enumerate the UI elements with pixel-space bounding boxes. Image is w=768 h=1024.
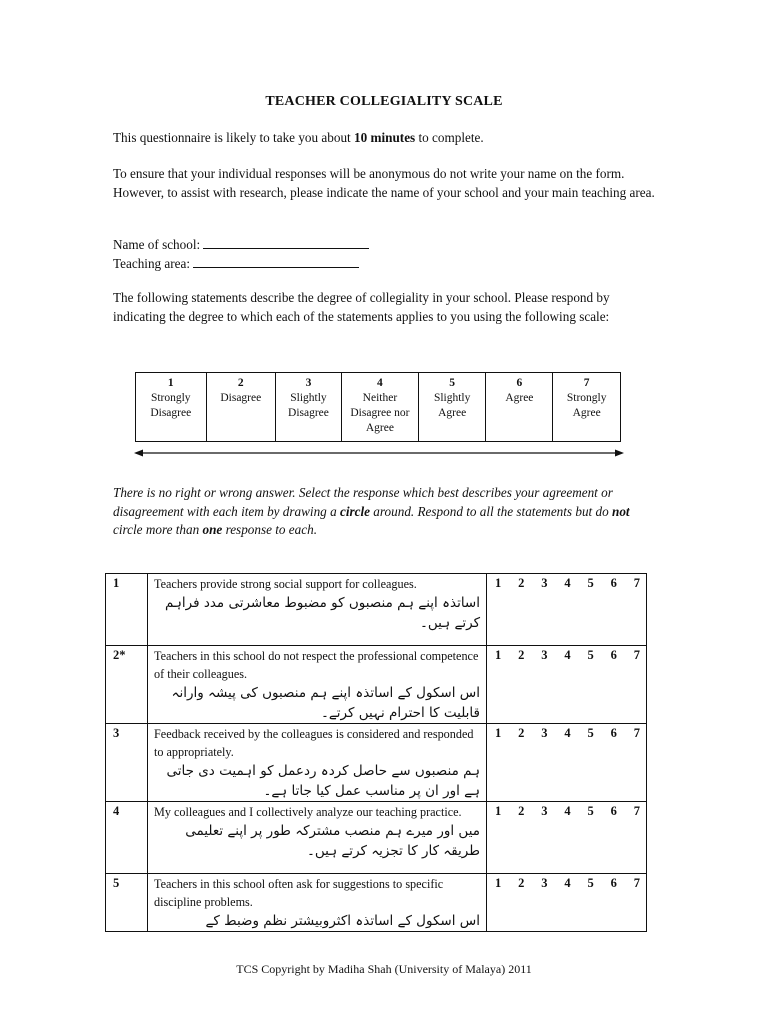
intro-duration: 10 minutes bbox=[354, 130, 416, 145]
area-field-row bbox=[113, 255, 658, 274]
response-option[interactable]: 6 bbox=[610, 804, 617, 818]
scale-label: Slightly Disagree bbox=[288, 392, 329, 419]
school-field-row bbox=[113, 236, 658, 255]
response-options bbox=[487, 574, 647, 646]
scale-number: 5 bbox=[449, 377, 456, 389]
response-options bbox=[487, 646, 647, 724]
area-label: Teaching area: bbox=[113, 256, 191, 271]
response-option[interactable]: 6 bbox=[610, 876, 617, 890]
response-option[interactable]: 4 bbox=[564, 876, 571, 890]
table-row bbox=[106, 646, 647, 724]
scale-cell bbox=[206, 373, 276, 442]
response-option[interactable]: 2 bbox=[518, 876, 525, 890]
scale-cell bbox=[341, 373, 418, 442]
response-option[interactable]: 5 bbox=[587, 876, 594, 890]
table-row bbox=[106, 724, 647, 802]
response-option[interactable]: 6 bbox=[610, 648, 617, 662]
item-urdu: ہم منصبوں سے حاصل کردہ ردعمل کو اہمیت دی جاتی ہے اور ان پر مناسب عمل کیا جاتا ہے۔ bbox=[166, 763, 480, 799]
response-option[interactable]: 4 bbox=[564, 804, 571, 818]
table-row bbox=[106, 574, 647, 646]
rating-scale-table bbox=[135, 372, 621, 442]
response-option[interactable]: 3 bbox=[541, 576, 548, 590]
item-number: 4 bbox=[106, 802, 148, 874]
item-english: Teachers in this school do not respect the professional competence of their colleagues. bbox=[154, 649, 479, 681]
item-number: 5 bbox=[106, 874, 148, 932]
response-option[interactable]: 5 bbox=[587, 726, 594, 740]
response-option[interactable]: 1 bbox=[495, 726, 502, 740]
item-number: 1 bbox=[106, 574, 148, 646]
response-option[interactable]: 3 bbox=[541, 726, 548, 740]
response-option[interactable]: 7 bbox=[633, 804, 640, 818]
anonymity-text: To ensure that your individual responses will be anonymous do not write your name on the form. However, to assist with research, please indicate the name of your school and your main teaching area. bbox=[113, 166, 655, 200]
response-option[interactable]: 3 bbox=[541, 804, 548, 818]
item-urdu: میں اور میرے ہم منصب مشترکہ طور پر اپنے تعلیمی طریقہ کار کا تجزیہ کرتے ہیں۔ bbox=[185, 823, 480, 859]
response-option[interactable]: 7 bbox=[633, 726, 640, 740]
item-urdu: اساتذہ اپنے ہم منصبوں کو مضبوط معاشرتی مدد فراہم کرتے ہیں۔ bbox=[165, 595, 480, 631]
item-english: Teachers provide strong social support for colleagues. bbox=[154, 577, 417, 591]
table-row bbox=[106, 874, 647, 932]
response-option[interactable]: 1 bbox=[495, 576, 502, 590]
response-option[interactable]: 6 bbox=[610, 726, 617, 740]
scale-label: Agree bbox=[505, 392, 534, 404]
response-option[interactable]: 4 bbox=[564, 648, 571, 662]
response-options bbox=[487, 802, 647, 874]
instructions-emphasis: one bbox=[202, 522, 223, 537]
item-text-cell bbox=[148, 874, 487, 932]
response-option[interactable]: 2 bbox=[518, 648, 525, 662]
response-option[interactable]: 3 bbox=[541, 876, 548, 890]
instructions-part: There is no right or wrong answer. Select the response which best describes your agreement or disagreement with each item by drawing a bbox=[113, 485, 613, 519]
area-blank-line[interactable] bbox=[193, 255, 359, 268]
response-options bbox=[487, 874, 647, 932]
scale-number: 7 bbox=[583, 377, 590, 389]
instructions-text bbox=[113, 484, 658, 540]
response-option[interactable]: 2 bbox=[518, 726, 525, 740]
intro-text bbox=[113, 129, 658, 148]
intro-after: to complete. bbox=[415, 130, 484, 145]
response-option[interactable]: 3 bbox=[541, 648, 548, 662]
response-option[interactable]: 4 bbox=[564, 576, 571, 590]
instructions-part: response to each. bbox=[222, 522, 317, 537]
school-blank-line[interactable] bbox=[203, 236, 369, 249]
scale-number: 1 bbox=[167, 377, 174, 389]
response-option[interactable]: 4 bbox=[564, 726, 571, 740]
response-option[interactable]: 7 bbox=[633, 576, 640, 590]
scale-cell bbox=[418, 373, 485, 442]
scale-label: Neither Disagree nor Agree bbox=[350, 392, 410, 434]
response-option[interactable]: 6 bbox=[610, 576, 617, 590]
instructions-emphasis: not bbox=[612, 503, 630, 519]
item-text-cell bbox=[148, 802, 487, 874]
item-text-cell bbox=[148, 646, 487, 724]
items-table bbox=[105, 573, 647, 932]
scale-cell bbox=[276, 373, 342, 442]
response-option[interactable]: 1 bbox=[495, 648, 502, 662]
instructions-part: circle more than bbox=[113, 522, 203, 537]
scale-label: Strongly Disagree bbox=[150, 392, 192, 419]
response-option[interactable]: 5 bbox=[587, 804, 594, 818]
response-option[interactable]: 1 bbox=[495, 804, 502, 818]
item-urdu: اس اسکول کے اساتذہ اکثروبیشتر نظم وضبط کے bbox=[205, 913, 480, 929]
scale-cell bbox=[136, 373, 207, 442]
response-option[interactable]: 5 bbox=[587, 576, 594, 590]
school-label: Name of school: bbox=[113, 237, 201, 252]
scale-label: Strongly Agree bbox=[566, 392, 607, 419]
item-english: My colleagues and I collectively analyze our teaching practice. bbox=[154, 805, 462, 819]
scale-cell bbox=[486, 373, 553, 442]
scale-number: 3 bbox=[305, 377, 312, 389]
scale-label: Disagree bbox=[220, 392, 262, 404]
item-number: 2* bbox=[106, 646, 148, 724]
double-arrow-icon bbox=[134, 446, 624, 460]
item-english: Teachers in this school often ask for suggestions to specific discipline problems. bbox=[154, 877, 444, 909]
response-option[interactable]: 5 bbox=[587, 648, 594, 662]
item-text-cell bbox=[148, 574, 487, 646]
intro-before: This questionnaire is likely to take you about bbox=[113, 130, 354, 145]
response-option[interactable]: 1 bbox=[495, 876, 502, 890]
item-text-cell bbox=[148, 724, 487, 802]
scale-number: 6 bbox=[516, 377, 523, 389]
page-title: TEACHER COLLEGIALITY SCALE bbox=[265, 94, 503, 109]
response-option[interactable]: 7 bbox=[633, 648, 640, 662]
scale-number: 4 bbox=[377, 377, 383, 389]
item-number: 3 bbox=[106, 724, 148, 802]
scale-label: Slightly Agree bbox=[433, 392, 471, 419]
scale-cell bbox=[553, 373, 621, 442]
table-row bbox=[106, 802, 647, 874]
item-english: Feedback received by the colleagues is considered and responded to appropriately. bbox=[154, 727, 474, 759]
instructions-part: around. Respond to all the statements but do bbox=[370, 503, 612, 519]
instructions-emphasis: circle bbox=[339, 503, 370, 519]
scale-number: 2 bbox=[237, 377, 244, 389]
copyright-footer: TCS Copyright by Madiha Shah (University of Malaya) 2011 bbox=[236, 962, 532, 976]
response-option[interactable]: 2 bbox=[518, 576, 525, 590]
response-option[interactable]: 2 bbox=[518, 804, 525, 818]
response-option[interactable]: 7 bbox=[633, 876, 640, 890]
scale-intro-text: The following statements describe the degree of collegiality in your school. Please respond by indicating the degree to which each of the statements applies to you using the following scale: bbox=[113, 290, 610, 324]
response-options bbox=[487, 724, 647, 802]
item-urdu: اس اسکول کے اساتذہ اپنے ہم منصبوں کی پیشہ وارانہ قابلیت کا احترام نہیں کرتے۔ bbox=[171, 685, 480, 721]
